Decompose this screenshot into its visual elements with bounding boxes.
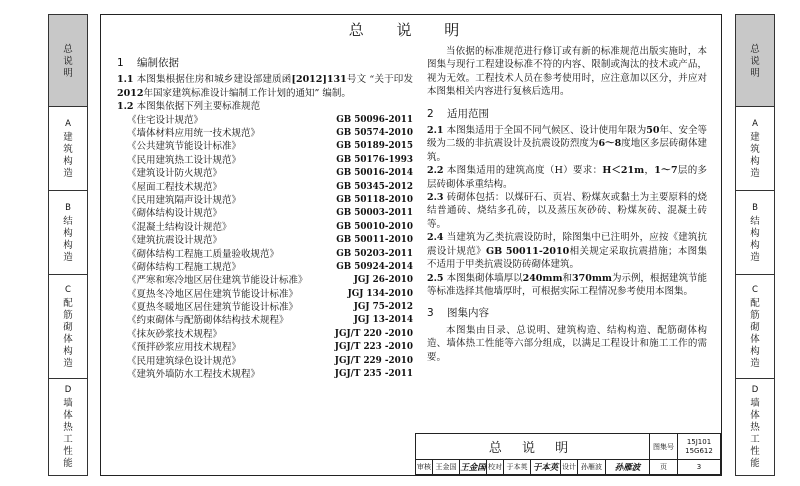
- left-tab-reinforced-masonry[interactable]: [49, 275, 87, 379]
- left-tab-label: 配筋砌体构造: [63, 297, 73, 369]
- right-tab-reinforced-masonry[interactable]: [736, 275, 774, 379]
- right-tab-label: 总说明: [750, 43, 760, 79]
- standard-row: [117, 114, 413, 127]
- item-number: 1.1: [117, 74, 134, 86]
- right-tab-label: 配筋砌体构造: [750, 297, 760, 369]
- standard-name: 《夏热冬暖地区居住建筑节能设计标准》: [127, 302, 299, 314]
- standard-code: GB 50096-2011: [336, 114, 413, 125]
- left-tab-label: 建筑构造: [63, 131, 73, 179]
- standard-name: 《约束砌体与配筋砌体结构技术规程》: [127, 315, 289, 327]
- standards-list: [117, 114, 413, 382]
- item-1-1: [117, 73, 413, 100]
- text-run: 和: [562, 272, 573, 284]
- text-run-bold: [2012]131: [291, 74, 347, 86]
- standard-name: 《建筑抗震设计规范》: [127, 235, 223, 247]
- text-run-bold: 370mm: [572, 272, 612, 284]
- standard-name: 《严寒和寒冷地区居住建筑节能设计标准》: [127, 275, 308, 287]
- text-run-bold: 240mm: [522, 272, 563, 284]
- left-section-tabs: [48, 14, 88, 476]
- standard-row: [117, 301, 413, 314]
- standard-code: GB 50011-2010: [336, 235, 413, 246]
- left-tab-label: 总说明: [63, 43, 73, 79]
- standard-code: GB 50345-2012: [336, 181, 413, 192]
- checker-name: 于本英: [504, 460, 531, 474]
- text-run: 相关规定采取抗震措施；本图集不适用于甲类抗震设防砖砌体建筑。: [427, 245, 707, 271]
- standard-row: [117, 274, 413, 287]
- left-tab-code: A: [65, 118, 71, 129]
- right-tab-structure[interactable]: [736, 191, 774, 275]
- item-number: 2.2: [427, 165, 444, 177]
- standard-row: [117, 341, 413, 354]
- left-tab-code: B: [65, 202, 71, 213]
- standard-row: [117, 140, 413, 153]
- text-run-bold: H＜21m: [602, 165, 645, 177]
- left-tab-code: C: [65, 284, 71, 295]
- section-number: 1: [117, 57, 124, 69]
- standard-name: 《砌体结构工程施工规范》: [127, 261, 242, 273]
- standard-name: 《砌体结构设计规范》: [127, 208, 223, 220]
- standard-row: [117, 248, 413, 261]
- standard-name: 《混凝土结构设计规范》: [127, 221, 232, 233]
- reviewer-signature: 王金国: [460, 460, 487, 474]
- section-title: 编制依据: [137, 57, 179, 69]
- standard-code: JGJ 13-2014: [353, 315, 413, 326]
- designer-signature: 孙雁波: [606, 460, 650, 474]
- text-run: 当建筑为乙类抗震设防时，除图集中已注明外，应按《建筑抗震设计规范》: [427, 232, 707, 257]
- checker-signature: 于本英: [531, 460, 561, 474]
- text-run: 年、安全等级为二级的非抗震设计及抗震设防烈度为: [427, 125, 707, 150]
- intro-paragraph: 当依据的标准规范进行修订或有新的标准规范出版实施时，本图集与现行工程建设标准不符的内容、限制或淘汰的技术或产品，视为无效。工程技术人员在参考使用时，应注意加以区分，并应对本图集相关内容进行复核后选用。: [427, 46, 707, 98]
- title-block-top-row: [416, 434, 720, 460]
- text-run-bold: 6～8: [598, 138, 622, 150]
- standard-name: 《屋面工程技术规范》: [127, 181, 223, 193]
- standard-row: [117, 328, 413, 341]
- right-tab-code: C: [752, 284, 758, 295]
- standard-code: GB 50189-2015: [336, 141, 413, 152]
- section-title: 图集内容: [447, 307, 489, 320]
- review-label: 审核: [416, 460, 433, 474]
- standard-name: 《砌体结构工程施工质量验收规范》: [127, 248, 280, 260]
- text-run: 度地区多层砖砌体建筑。: [427, 138, 707, 163]
- text-run-bold: 50: [646, 125, 660, 137]
- atlas-number-label: 图集号: [650, 434, 678, 459]
- left-tab-label: 结构构造: [63, 215, 73, 263]
- title-block-title: 总 说 明: [416, 434, 650, 459]
- standard-name: 《预拌砂浆应用技术规程》: [127, 342, 242, 354]
- page-number: 3: [696, 463, 702, 471]
- title-block-bottom-row: [416, 460, 720, 474]
- text-run-bold: GB 50011-2010: [486, 245, 570, 257]
- item-2-5: [427, 272, 707, 299]
- standard-row: [117, 221, 413, 234]
- item-2-1: [427, 124, 707, 164]
- text-run: ，: [644, 165, 655, 177]
- right-tab-code: B: [752, 202, 758, 213]
- item-1-2: [117, 100, 413, 113]
- standard-name: 《住宅设计规范》: [127, 114, 204, 126]
- section-1-heading: [117, 57, 413, 70]
- standard-row: [117, 154, 413, 167]
- standard-row: [117, 234, 413, 247]
- left-tab-general[interactable]: [49, 15, 87, 107]
- item-number: 2.1: [427, 125, 444, 137]
- page-title: 总 说 明: [348, 21, 474, 39]
- page-label: 页: [650, 460, 678, 474]
- item-2-4: [427, 231, 707, 271]
- section-2-heading: [427, 108, 707, 121]
- right-tab-thermal[interactable]: [736, 379, 774, 475]
- design-label: 设计: [561, 460, 578, 474]
- standard-name: 《抹灰砂浆技术规程》: [127, 328, 223, 340]
- standard-name: 《民用建筑热工设计规范》: [127, 154, 242, 166]
- left-tab-code: D: [64, 385, 72, 395]
- title-block: [415, 433, 721, 475]
- standard-row: [117, 127, 413, 140]
- standard-name: 《建筑外墙防水工程技术规程》: [127, 369, 261, 381]
- left-tab-architecture[interactable]: [49, 107, 87, 191]
- standard-code: JGJ 26-2010: [353, 275, 413, 286]
- text-run: 本图集砌体墙厚以: [446, 272, 523, 284]
- standard-name: 《夏热冬冷地区居住建筑节能设计标准》: [127, 288, 299, 300]
- standard-name: 《民用建筑绿色设计规范》: [127, 355, 242, 367]
- text-run: 本图集根据住房和城乡建设部建质函: [136, 74, 292, 86]
- standard-name: 《民用建筑隔声设计规范》: [127, 194, 242, 206]
- standard-row: [117, 314, 413, 327]
- text-run: 年国家建筑标准设计编制工作计划的通知” 编制。: [143, 87, 351, 99]
- standard-code: JGJ/T 235 -2011: [334, 369, 413, 380]
- section-number: 3: [427, 307, 434, 320]
- check-label: 校对: [487, 460, 504, 474]
- standard-name: 《公共建筑节能设计标准》: [127, 141, 242, 153]
- left-column: [117, 57, 413, 381]
- standard-code: GB 50010-2010: [336, 221, 413, 232]
- standard-code: GB 50118-2010: [336, 194, 413, 205]
- section-3-heading: [427, 307, 707, 320]
- designer-name: 孙雁波: [578, 460, 606, 474]
- left-tab-label: 墙体热工性能: [63, 398, 73, 469]
- standard-code: GB 50003-2011: [336, 208, 413, 219]
- standard-code: JGJ/T 223 -2010: [334, 342, 413, 353]
- left-tab-thermal[interactable]: [49, 379, 87, 475]
- standard-code: JGJ/T 229 -2010: [334, 355, 413, 366]
- standard-row: [117, 355, 413, 368]
- section-3-text: 本图集由目录、总说明、建筑构造、结构构造、配筋砌体构造、墙体热工性能等六部分组成，以满足工程设计和施工工作的需要。: [427, 324, 707, 363]
- standard-row: [117, 194, 413, 207]
- standard-code: GB 50574-2010: [336, 128, 413, 139]
- standard-row: [117, 181, 413, 194]
- right-tab-label: 墙体热工性能: [750, 398, 760, 469]
- right-column: [427, 45, 707, 364]
- item-number: 1.2: [117, 101, 134, 113]
- standard-name: 《建筑设计防火规范》: [127, 168, 223, 180]
- standard-code: JGJ/T 220 -2010: [334, 328, 413, 339]
- text-run: 砖砌体包括：以煤矸石、页岩、粉煤灰或黏土为主要原料的烧结普通砖、烧结多孔砖，以及蒸压灰砂砖、粉煤灰砖、混凝土砖等。: [427, 192, 707, 230]
- item-number: 2.3: [427, 192, 444, 204]
- right-tab-code: A: [752, 118, 758, 129]
- text-run: 本图集适用的建筑高度（H）要求：: [446, 165, 603, 177]
- standard-code: GB 50016-2014: [336, 168, 413, 179]
- text-run-bold: 1～7: [654, 165, 678, 177]
- standard-row: [117, 167, 413, 180]
- standard-name: 《墙体材料应用统一技术规范》: [127, 128, 261, 140]
- atlas-number-2: 15G612: [685, 446, 713, 455]
- text-run: 本图集依据下列主要标准规范: [136, 101, 261, 113]
- item-number: 2.5: [427, 272, 444, 284]
- drawing-sheet: [100, 14, 722, 476]
- standard-row: [117, 288, 413, 301]
- item-2-2: [427, 164, 707, 191]
- right-section-tabs: [735, 14, 775, 476]
- section-number: 2: [427, 107, 434, 120]
- standard-row: [117, 207, 413, 220]
- standard-code: JGJ 134-2010: [347, 288, 413, 299]
- standard-row: [117, 368, 413, 381]
- text-run: 层的多层砖砌体承重结构。: [427, 165, 707, 190]
- atlas-number: [678, 434, 720, 459]
- text-run-bold: 2012: [117, 87, 144, 99]
- standard-row: [117, 261, 413, 274]
- standard-code: GB 50924-2014: [336, 261, 413, 272]
- text-run: 本图集适用于全国不同气候区、设计使用年限为: [446, 125, 647, 137]
- standard-code: GB 50176-1993: [336, 154, 413, 165]
- text-run: 为示例，根据建筑节能等标准选择其他墙厚时，可根据实际工程情况参考使用本图集。: [427, 272, 707, 297]
- right-tab-general[interactable]: [736, 15, 774, 107]
- section-title: 适用范围: [447, 107, 489, 120]
- standard-code: JGJ 75-2012: [353, 302, 413, 313]
- right-tab-label: 建筑构造: [750, 131, 760, 179]
- right-tab-label: 结构构造: [750, 215, 760, 263]
- left-tab-structure[interactable]: [49, 191, 87, 275]
- text-run: 号文 “关于印发: [346, 74, 413, 86]
- standard-code: GB 50203-2011: [336, 248, 413, 259]
- item-number: 2.4: [427, 232, 444, 244]
- atlas-number-1: 15J101: [686, 437, 712, 446]
- right-tab-architecture[interactable]: [736, 107, 774, 191]
- item-2-3: [427, 191, 707, 231]
- reviewer-name: 王金国: [433, 460, 460, 474]
- right-tab-code: D: [751, 385, 759, 395]
